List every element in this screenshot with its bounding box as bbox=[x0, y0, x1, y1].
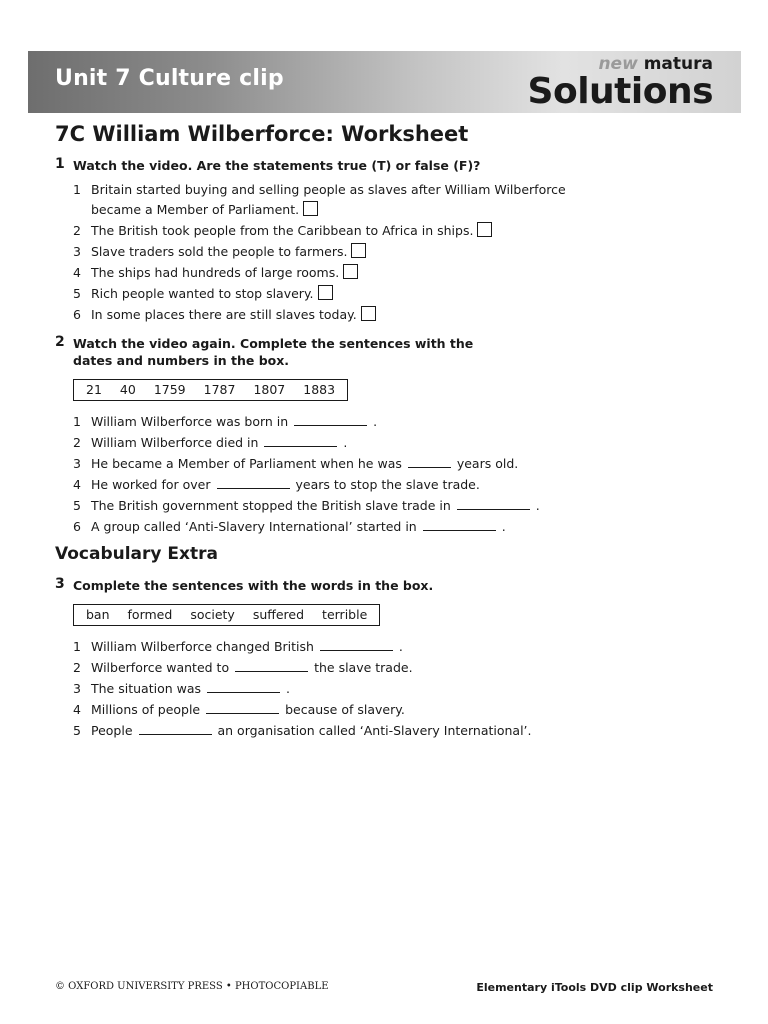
answer-blank[interactable] bbox=[264, 434, 337, 447]
list-item bbox=[55, 699, 725, 720]
answer-blank[interactable] bbox=[206, 701, 279, 714]
worksheet-footer: Elementary iTools DVD clip Worksheet bbox=[476, 981, 713, 994]
box-word: 21 bbox=[86, 382, 102, 397]
vocabulary-extra-heading: Vocabulary Extra bbox=[55, 544, 218, 564]
list-item bbox=[55, 411, 725, 432]
sentence-end: . bbox=[373, 414, 378, 429]
instruction-text: Complete the sentences with the words in the box. bbox=[73, 578, 434, 593]
unit-title: Unit 7 Culture clip bbox=[55, 66, 284, 91]
item-number: 6 bbox=[73, 307, 81, 322]
list-item bbox=[55, 495, 725, 516]
instruction-line-2: dates and numbers in the box. bbox=[73, 353, 290, 368]
sentence-start: The British government stopped the British slave trade in bbox=[91, 498, 451, 513]
sentence-end: the slave trade. bbox=[314, 660, 413, 675]
answer-checkbox[interactable] bbox=[343, 264, 358, 279]
list-item bbox=[55, 262, 585, 283]
answer-checkbox[interactable] bbox=[318, 285, 333, 300]
list-item bbox=[55, 180, 585, 220]
number-box bbox=[73, 379, 348, 401]
brand-new: new bbox=[598, 54, 638, 74]
brand-name: Solutions bbox=[527, 71, 713, 112]
answer-checkbox[interactable] bbox=[477, 222, 492, 237]
box-word: 1787 bbox=[203, 382, 236, 397]
sentence-end: years to stop the slave trade. bbox=[295, 477, 480, 492]
exercise-2 bbox=[55, 335, 725, 537]
item-number: 3 bbox=[73, 244, 81, 259]
sentence-start: A group called ‘Anti-Slavery International’ started in bbox=[91, 519, 417, 534]
list-item bbox=[55, 657, 725, 678]
box-word: suffered bbox=[252, 607, 305, 622]
word-box bbox=[73, 604, 380, 626]
statement-text: Britain started buying and selling people as slaves after William Wilberforce became a Member of Parliament. bbox=[91, 182, 566, 217]
list-item bbox=[55, 432, 725, 453]
exercise-number: 2 bbox=[55, 334, 65, 350]
answer-blank[interactable] bbox=[217, 476, 290, 489]
exercise-2-instruction bbox=[55, 335, 725, 369]
answer-blank[interactable] bbox=[423, 518, 496, 531]
answer-blank[interactable] bbox=[139, 722, 212, 735]
sentence-start: The situation was bbox=[91, 681, 202, 696]
list-item bbox=[55, 283, 585, 304]
answer-blank[interactable] bbox=[207, 680, 280, 693]
sentence-end: because of slavery. bbox=[285, 702, 405, 717]
sentence-end: . bbox=[398, 639, 403, 654]
item-number: 1 bbox=[73, 182, 81, 197]
item-number: 4 bbox=[73, 702, 81, 717]
statement-text: The British took people from the Caribbean to Africa in ships. bbox=[91, 223, 474, 238]
item-number: 1 bbox=[73, 414, 81, 429]
box-word: 40 bbox=[119, 382, 136, 397]
brand-matura: matura bbox=[643, 54, 713, 74]
box-word: 1759 bbox=[153, 382, 186, 397]
sentence-end: an organisation called ‘Anti-Slavery International’. bbox=[217, 723, 532, 738]
sentence-end: . bbox=[535, 498, 540, 513]
statement-text: Slave traders sold the people to farmers. bbox=[91, 244, 348, 259]
item-number: 2 bbox=[73, 435, 81, 450]
list-item bbox=[55, 516, 725, 537]
answer-blank[interactable] bbox=[457, 497, 530, 510]
list-item bbox=[55, 720, 725, 741]
exercise-1-instruction bbox=[55, 157, 725, 174]
exercise-3 bbox=[55, 577, 725, 741]
brand-logo bbox=[528, 54, 713, 110]
list-item bbox=[55, 474, 725, 495]
item-number: 4 bbox=[73, 265, 81, 280]
box-word: terrible bbox=[322, 607, 368, 622]
answer-blank[interactable] bbox=[408, 455, 451, 468]
item-number: 6 bbox=[73, 519, 81, 534]
sentence-start: Millions of people bbox=[91, 702, 201, 717]
item-number: 2 bbox=[73, 223, 81, 238]
answer-blank[interactable] bbox=[294, 413, 367, 426]
list-item bbox=[55, 220, 585, 241]
sentence-start: He became a Member of Parliament when he was bbox=[91, 456, 402, 471]
list-item bbox=[55, 453, 725, 474]
answer-checkbox[interactable] bbox=[303, 201, 318, 216]
answer-checkbox[interactable] bbox=[351, 243, 366, 258]
sentence-start: Wilberforce wanted to bbox=[91, 660, 230, 675]
box-word: 1883 bbox=[303, 382, 336, 397]
statement-text: In some places there are still slaves today. bbox=[91, 307, 357, 322]
box-word: 1807 bbox=[253, 382, 286, 397]
item-number: 3 bbox=[73, 681, 81, 696]
sentence-start: William Wilberforce died in bbox=[91, 435, 259, 450]
box-word: formed bbox=[127, 607, 173, 622]
list-item bbox=[55, 678, 725, 699]
item-number: 1 bbox=[73, 639, 81, 654]
sentence-start: William Wilberforce was born in bbox=[91, 414, 289, 429]
box-word: ban bbox=[86, 607, 110, 622]
statement-list bbox=[55, 180, 585, 325]
exercise-number: 3 bbox=[55, 576, 65, 592]
exercise-number: 1 bbox=[55, 156, 65, 172]
list-item bbox=[55, 304, 585, 325]
sentence-list bbox=[55, 411, 725, 537]
answer-blank[interactable] bbox=[235, 659, 308, 672]
sentence-end: years old. bbox=[456, 456, 519, 471]
item-number: 3 bbox=[73, 456, 81, 471]
list-item bbox=[55, 241, 585, 262]
sentence-list bbox=[55, 636, 725, 741]
exercise-3-instruction bbox=[55, 577, 725, 594]
item-number: 2 bbox=[73, 660, 81, 675]
box-word: society bbox=[190, 607, 235, 622]
instruction-line-1: Watch the video again. Complete the sentences with the bbox=[73, 336, 474, 351]
item-number: 5 bbox=[73, 286, 81, 301]
sentence-end: . bbox=[285, 681, 290, 696]
statement-text: Rich people wanted to stop slavery. bbox=[91, 286, 314, 301]
sentence-start: William Wilberforce changed British bbox=[91, 639, 314, 654]
item-number: 5 bbox=[73, 498, 81, 513]
statement-text: The ships had hundreds of large rooms. bbox=[91, 265, 340, 280]
answer-checkbox[interactable] bbox=[361, 306, 376, 321]
item-number: 5 bbox=[73, 723, 81, 738]
exercise-1 bbox=[55, 157, 725, 325]
sentence-end: . bbox=[343, 435, 348, 450]
list-item bbox=[55, 636, 725, 657]
item-number: 4 bbox=[73, 477, 81, 492]
sentence-start: He worked for over bbox=[91, 477, 211, 492]
sentence-start: People bbox=[91, 723, 133, 738]
instruction-text: Watch the video. Are the statements true (T) or false (F)? bbox=[73, 158, 481, 173]
worksheet-title: 7C William Wilberforce: Worksheet bbox=[55, 122, 469, 146]
header-banner bbox=[28, 51, 741, 113]
answer-blank[interactable] bbox=[320, 638, 393, 651]
sentence-end: . bbox=[501, 519, 506, 534]
copyright-footer: © OXFORD UNIVERSITY PRESS • PHOTOCOPIABLE bbox=[55, 981, 329, 992]
